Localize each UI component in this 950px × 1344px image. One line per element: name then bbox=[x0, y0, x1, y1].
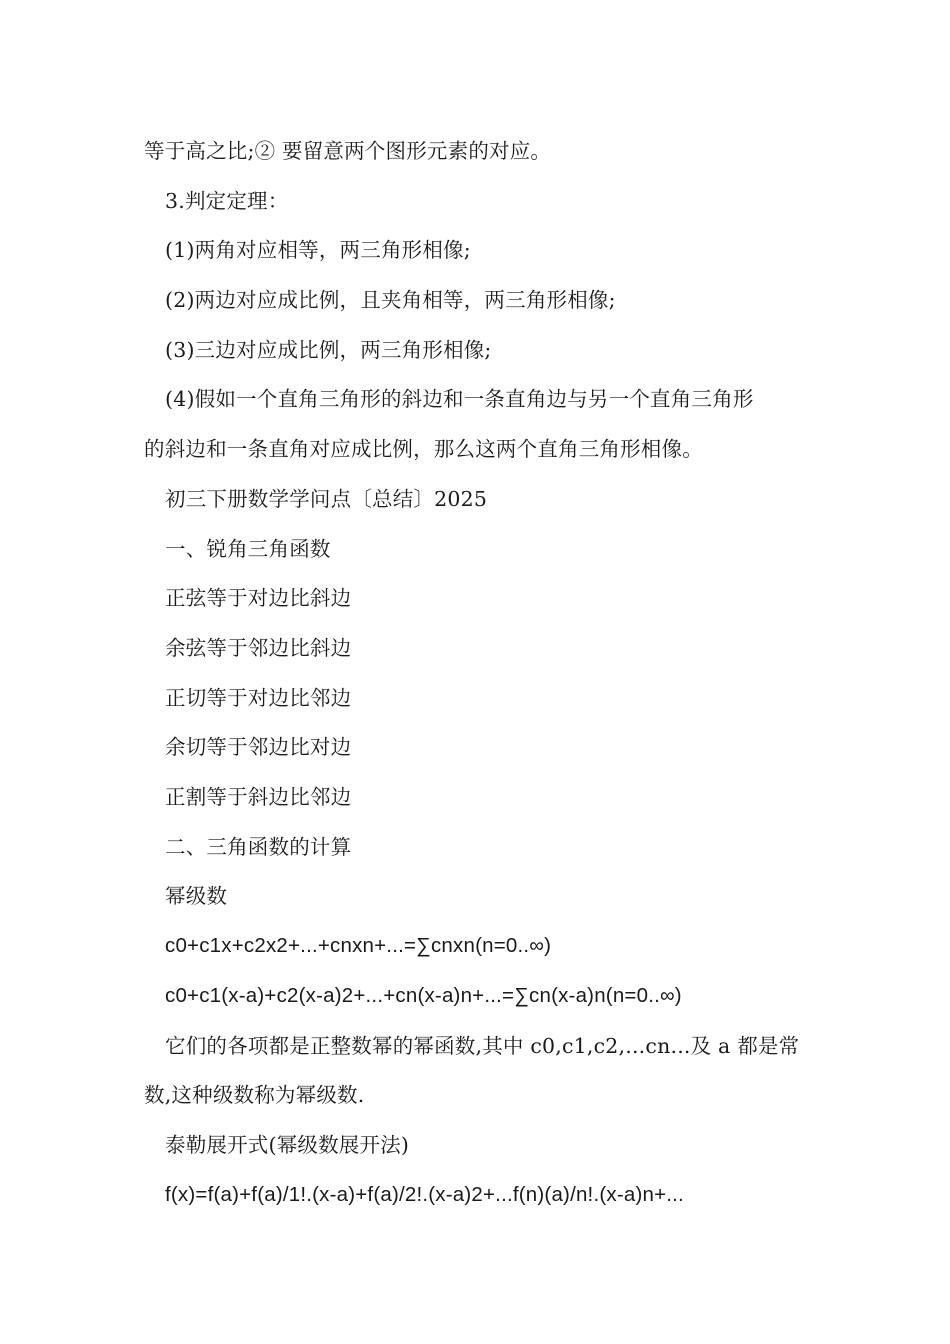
text-line: 正切等于对边比邻边 bbox=[165, 686, 352, 710]
text-line: 数,这种级数称为幂级数. bbox=[144, 1083, 365, 1107]
section-heading: 初三下册数学学问点〔总结〕2025 bbox=[165, 487, 488, 511]
text-line: 3.判定定理： bbox=[165, 189, 289, 213]
text-line: 它们的各项都是正整数幂的幂函数,其中 c0,c1,c2,...cn...及 a 都是常 bbox=[165, 1034, 800, 1058]
section-heading: 一、锐角三角函数 bbox=[165, 537, 331, 561]
section-heading: 二、三角函数的计算 bbox=[165, 835, 352, 859]
text-line: 余切等于邻边比对边 bbox=[165, 735, 352, 759]
formula-line: f(x)=f(a)+f(a)/1!.(x-a)+f(a)/2!.(x-a)2+...f(n)(a)/n!.(x-a)n+... bbox=[165, 1183, 684, 1206]
text-line: 余弦等于邻边比斜边 bbox=[165, 636, 352, 660]
formula-line: c0+c1(x-a)+c2(x-a)2+...+cn(x-a)n+...=∑cn(x-a)n(n=0..∞) bbox=[165, 984, 682, 1007]
text-line: (4)假如一个直角三角形的斜边和一条直角边与另一个直角三角形 bbox=[165, 387, 754, 411]
text-line: 的斜边和一条直角对应成比例，那么这两个直角三角形相像。 bbox=[144, 437, 703, 461]
text-line: 泰勒展开式(幂级数展开法) bbox=[165, 1133, 410, 1157]
text-line: 正割等于斜边比邻边 bbox=[165, 785, 352, 809]
text-line: (2)两边对应成比例，且夹角相等，两三角形相像; bbox=[165, 288, 616, 312]
text-line: (1)两角对应相等，两三角形相像; bbox=[165, 238, 471, 262]
formula-line: c0+c1x+c2x2+...+cnxn+...=∑cnxn(n=0..∞) bbox=[165, 934, 552, 957]
text-line: (3)三边对应成比例，两三角形相像; bbox=[165, 338, 492, 362]
text-line: 正弦等于对边比斜边 bbox=[165, 586, 352, 610]
text-line: 幂级数 bbox=[165, 884, 228, 908]
text-line: 等于高之比;② 要留意两个图形元素的对应。 bbox=[144, 139, 552, 163]
